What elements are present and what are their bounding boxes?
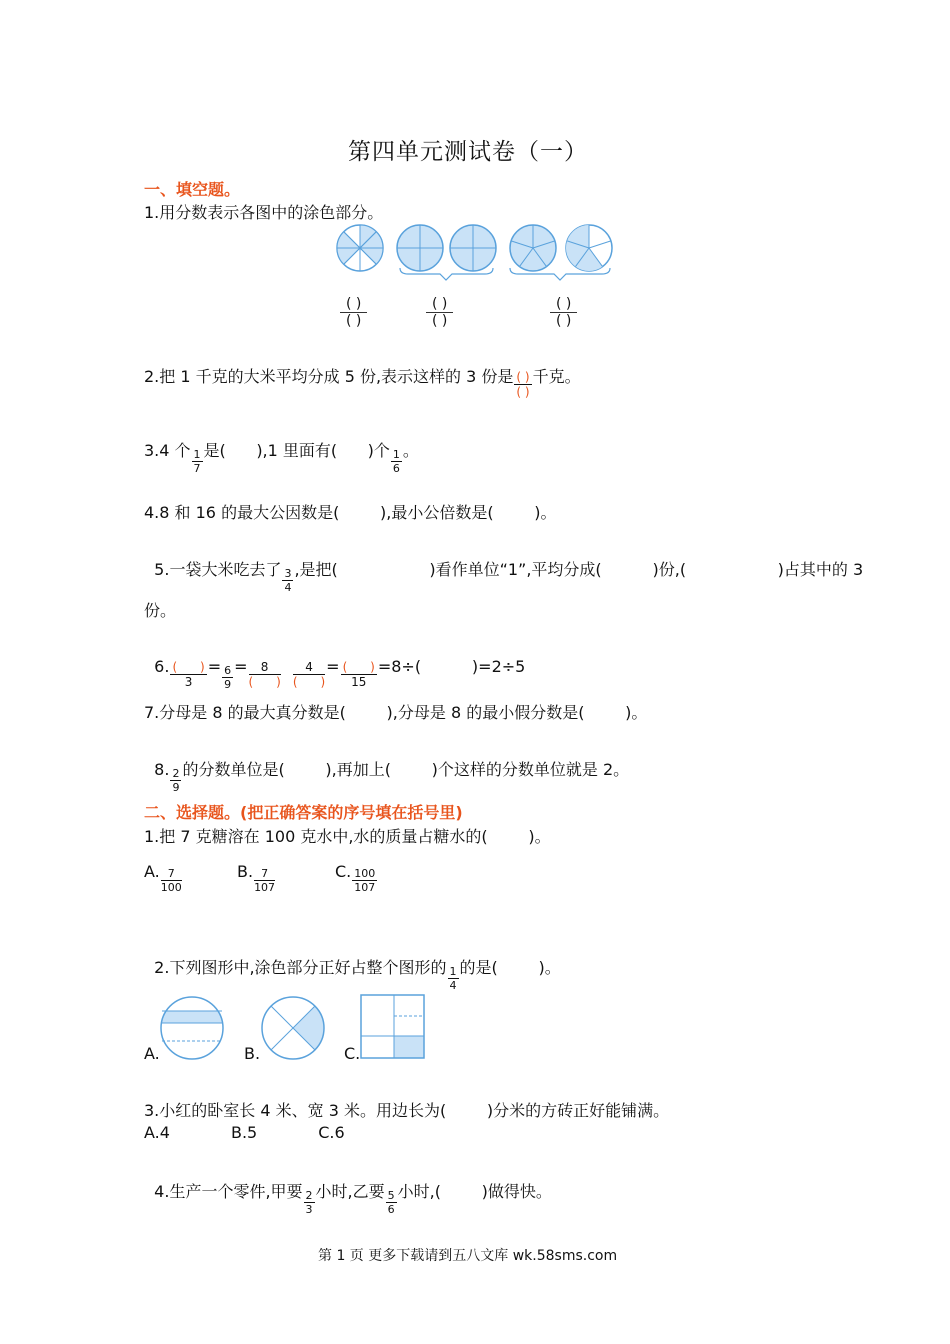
fraction-2-3: $\frac{2}{3}$ (305, 1189, 313, 1216)
fraction-7-100: $\frac{7}{100}$ (160, 867, 182, 894)
page-footer: 第 1 页 更多下载请到五八文库 wk.58sms.com (318, 1248, 618, 1264)
option-2-1-b: B. $\frac{7}{107}$ (237, 862, 276, 894)
question-1-1: 1.用分数表示各图中的涂色部分。 (144, 203, 384, 222)
question-1-5-cont: 份。 (144, 601, 177, 620)
fraction-8-blank: $\frac{8}{( )}$ (248, 660, 281, 689)
question-1-5: 5.一袋大米吃去了 $\frac{3}{4}$ ,是把( )看作单位“1”,平均分成( )份,( )占其中的 3 (154, 560, 864, 594)
fraction-blank-15: ( ) 15 (342, 660, 375, 689)
fraction-1-7: $\frac{1}{7}$ (193, 448, 201, 475)
section-2-heading: 二、选择题。(把正确答案的序号填在括号里) (144, 803, 463, 822)
page-title: 第四单元测试卷（一） (348, 139, 588, 165)
fraction-1-6: $\frac{1}{6}$ (392, 448, 400, 475)
option-2-2-a-label: A. (144, 1044, 160, 1063)
circle-fifths-part (566, 225, 612, 271)
question-1-4: 4.8 和 16 的最大公因数是( ),最小公倍数是( )。 (144, 503, 557, 522)
circle-quarters-part (450, 225, 496, 271)
fraction-2-9: $\frac{2}{9}$ (172, 767, 180, 794)
question-1-8: 8. $\frac{2}{9}$ 的分数单位是( ),再加上( )个这样的分数单位就是 2。 (154, 760, 630, 794)
answer-fraction-1: ( ) ( ) (340, 296, 367, 329)
section-1-heading: 一、填空题。 (144, 180, 241, 199)
fraction-circles-figure (330, 218, 620, 288)
fraction-3-4: $\frac{3}{4}$ (284, 567, 292, 594)
fraction-1-4: $\frac{1}{4}$ (449, 965, 457, 992)
option-2-2-c-label: C. (344, 1044, 361, 1063)
question-1-6: 6. ( ) 3 = $\frac{6}{9}$ = $\frac{8}{( )}$ $\frac{4}{( )}$ = ( ) 15 =8÷( )=2÷5 (154, 657, 526, 691)
option-2-1-c: C. $\frac{100}{107}$ (335, 862, 376, 894)
option-2-2-c-figure (360, 994, 426, 1060)
answer-fraction-2: ( ) ( ) (426, 296, 453, 329)
option-2-2-a-figure (158, 994, 226, 1062)
fraction-6-9: $\frac{6}{9}$ (224, 664, 232, 691)
fraction-7-107: $\frac{7}{107}$ (254, 867, 276, 894)
question-2-4: 4.生产一个零件,甲要 $\frac{2}{3}$ 小时,乙要 $\frac{5}{6}$ 小时,( )做得快。 (154, 1182, 552, 1216)
option-2-2-b-figure (259, 994, 327, 1062)
fraction-100-107: $\frac{100}{107}$ (354, 867, 376, 894)
question-1-3: 3.4 个 $\frac{1}{7}$ 是( ),1 里面有( )个 $\frac{1}{6}$ 。 (144, 441, 419, 475)
circle-eighths (337, 225, 383, 271)
fraction-blank-3: ( ) 3 (172, 660, 205, 689)
question-2-3: 3.小红的卧室长 4 米、宽 3 米。用边长为( )分米的方砖正好能铺满。 (144, 1101, 670, 1120)
circle-fifths-full (510, 225, 556, 271)
answer-fraction-3: ( ) ( ) (550, 296, 577, 329)
question-1-7: 7.分母是 8 的最大真分数是( ),分母是 8 的最小假分数是( )。 (144, 703, 648, 722)
question-2-1: 1.把 7 克糖溶在 100 克水中,水的质量占糖水的( )。 (144, 827, 551, 846)
question-1-2: 2.把 1 千克的大米平均分成 5 份,表示这样的 3 份是 $\frac{( )}{( )}$ 千克。 (144, 367, 581, 399)
fraction-4-blank: $\frac{4}{( )}$ (292, 660, 326, 689)
question-2-3-options: A.4 B.5 C.6 (144, 1123, 345, 1142)
circle-quarters-full (397, 225, 443, 271)
option-2-2-b-label: B. (244, 1044, 261, 1063)
fraction-5-6: $\frac{5}{6}$ (387, 1189, 395, 1216)
question-2-2: 2.下列图形中,涂色部分正好占整个图形的 $\frac{1}{4}$ 的是( )。 (154, 958, 561, 992)
blank-fraction: $\frac{( )}{( )}$ (516, 370, 530, 399)
option-2-1-a: A. $\frac{7}{100}$ (144, 862, 182, 894)
